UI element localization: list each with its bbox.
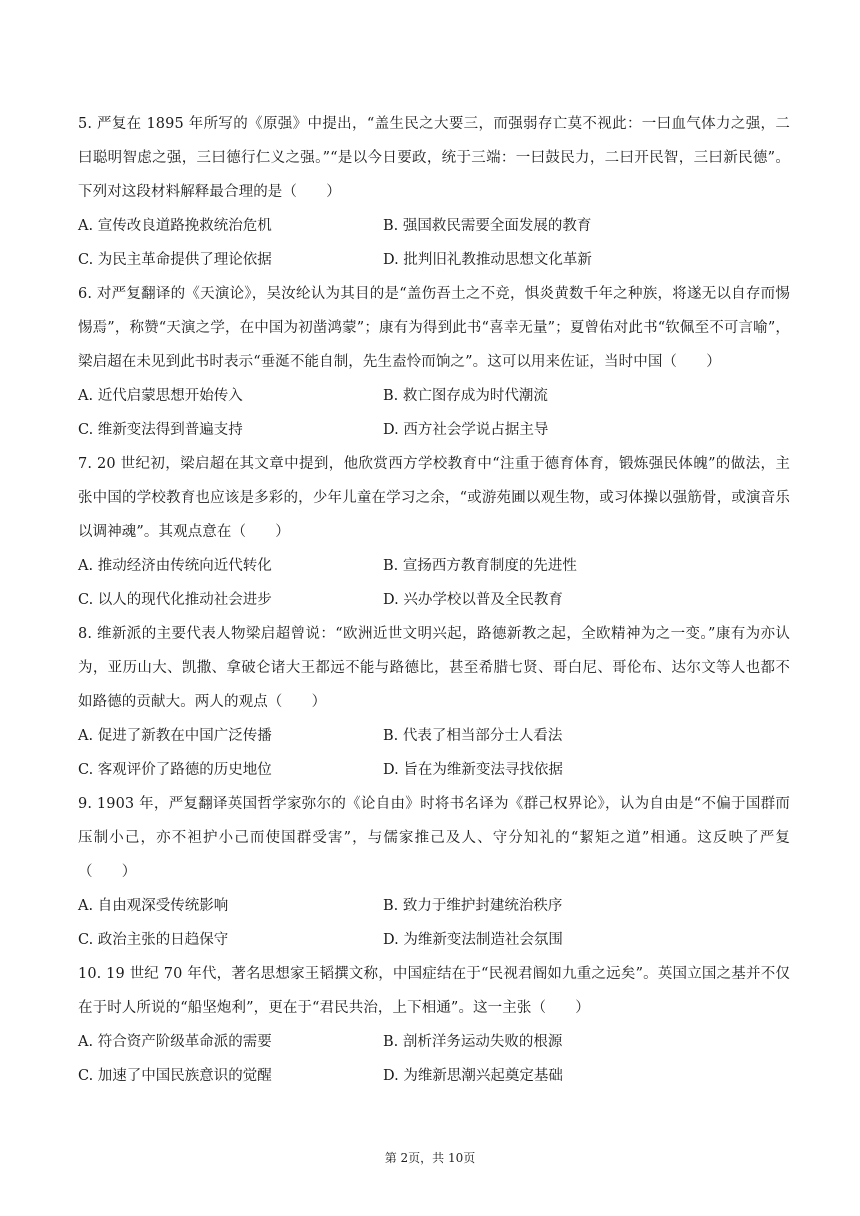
option-c: C. 维新变法得到普遍支持	[78, 422, 243, 438]
option-row	[78, 1025, 790, 1059]
options	[78, 1025, 790, 1093]
question-8	[78, 617, 790, 787]
option-b: B. 致力于维护封建统治秩序	[383, 898, 563, 914]
option-c: C. 以人的现代化推动社会进步	[78, 592, 272, 608]
option-b: B. 剖析洋务运动失败的根源	[383, 1034, 563, 1050]
option-row	[78, 923, 790, 957]
page-footer	[0, 1150, 860, 1166]
question-9	[78, 787, 790, 957]
question-stem: 5. 严复在 1895 年所写的《原强》中提出，“盖生民之大要三，而强弱存亡莫不视此：一曰血气体力之强，二曰聪明智虑之强，三曰德行仁义之强。”“是以今日要政，统于三端：一曰鼓民力，二曰开民智，三曰新民德”。下列对这段材料解释最合理的是（ ）	[78, 116, 790, 200]
option-b: B. 宣扬西方教育制度的先进性	[383, 558, 577, 574]
option-row	[78, 413, 790, 447]
option-row	[78, 379, 790, 413]
option-a: A. 推动经济由传统向近代转化	[78, 558, 272, 574]
page-number: 第 2页，共 10页	[384, 1151, 476, 1165]
question-7	[78, 447, 790, 617]
option-row	[78, 719, 790, 753]
option-d: D. 为维新思潮兴起奠定基础	[383, 1068, 563, 1084]
option-b: B. 救亡图存成为时代潮流	[383, 388, 548, 404]
option-a: A. 促进了新教在中国广泛传播	[78, 728, 272, 744]
question-stem: 10. 19 世纪 70 年代，著名思想家王韬撰文称，中国症结在于“民视君阍如九重之远矣”。英国立国之基并不仅在于时人所说的“船坚炮利”，更在于“君民共治，上下相通”。这一主张（ ）	[78, 966, 790, 1016]
option-d: D. 兴办学校以普及全民教育	[383, 592, 563, 608]
options	[78, 889, 790, 957]
question-stem: 9. 1903 年，严复翻译英国哲学家弥尔的《论自由》时将书名译为《群己权界论》，认为自由是“不偏于国群而压制小己，亦不袒护小己而使国群受害”，与儒家推己及人、守分知礼的“絜矩之道”相通。这反映了严复（ ）	[78, 796, 790, 880]
option-c: C. 为民主革命提供了理论依据	[78, 252, 272, 268]
option-b: B. 强国救民需要全面发展的教育	[383, 218, 592, 234]
question-6	[78, 277, 790, 447]
option-row	[78, 583, 790, 617]
question-list	[78, 107, 790, 1093]
question-stem: 6. 对严复翻译的《天演论》，吴汝纶认为其目的是“盖伤吾土之不竞，惧炎黄数千年之种族，将遂无以自存而惕惕焉”，称赞“天演之学，在中国为初凿鸿蒙”；康有为得到此书“喜幸无量”；夏曾佑对此书“钦佩至不可言喻”，梁启超在未见到此书时表示“垂涎不能自制，先生盍怜而饷之”。这可以用来佐证，当时中国（ ）	[78, 286, 790, 370]
option-a: A. 近代启蒙思想开始传入	[78, 388, 243, 404]
options	[78, 549, 790, 617]
option-row	[78, 243, 790, 277]
option-b: B. 代表了相当部分士人看法	[383, 728, 563, 744]
option-a: A. 宣传改良道路挽救统治危机	[78, 218, 272, 234]
option-c: C. 客观评价了路德的历史地位	[78, 762, 272, 778]
question-5	[78, 107, 790, 277]
option-a: A. 自由观深受传统影响	[78, 898, 229, 914]
question-stem: 8. 维新派的主要代表人物梁启超曾说：“欧洲近世文明兴起，路德新教之起，全欧精神为之一变。”康有为亦认为，亚历山大、凯撒、拿破仑诸大王都远不能与路德比，甚至希腊七贤、哥白尼、哥伦布、达尔文等人也都不如路德的贡献大。两人的观点（ ）	[78, 626, 790, 710]
option-row	[78, 209, 790, 243]
option-row	[78, 889, 790, 923]
option-d: D. 旨在为维新变法寻找依据	[383, 762, 563, 778]
option-d: D. 为维新变法制造社会氛围	[383, 932, 563, 948]
option-d: D. 西方社会学说占据主导	[383, 422, 549, 438]
option-c: C. 政治主张的日趋保守	[78, 932, 229, 948]
option-row	[78, 549, 790, 583]
option-c: C. 加速了中国民族意识的觉醒	[78, 1068, 272, 1084]
options	[78, 379, 790, 447]
option-a: A. 符合资产阶级革命派的需要	[78, 1034, 272, 1050]
options	[78, 209, 790, 277]
option-d: D. 批判旧礼教推动思想文化革新	[383, 252, 592, 268]
options	[78, 719, 790, 787]
option-row	[78, 1059, 790, 1093]
question-stem: 7. 20 世纪初，梁启超在其文章中提到，他欣赏西方学校教育中“注重于德育体育，锻炼强民体魄”的做法，主张中国的学校教育也应该是多彩的，少年儿童在学习之余，“或游苑圃以观生物，或习体操以强筋骨，或演音乐以调神魂”。其观点意在（ ）	[78, 456, 790, 540]
option-row	[78, 753, 790, 787]
question-10	[78, 957, 790, 1093]
